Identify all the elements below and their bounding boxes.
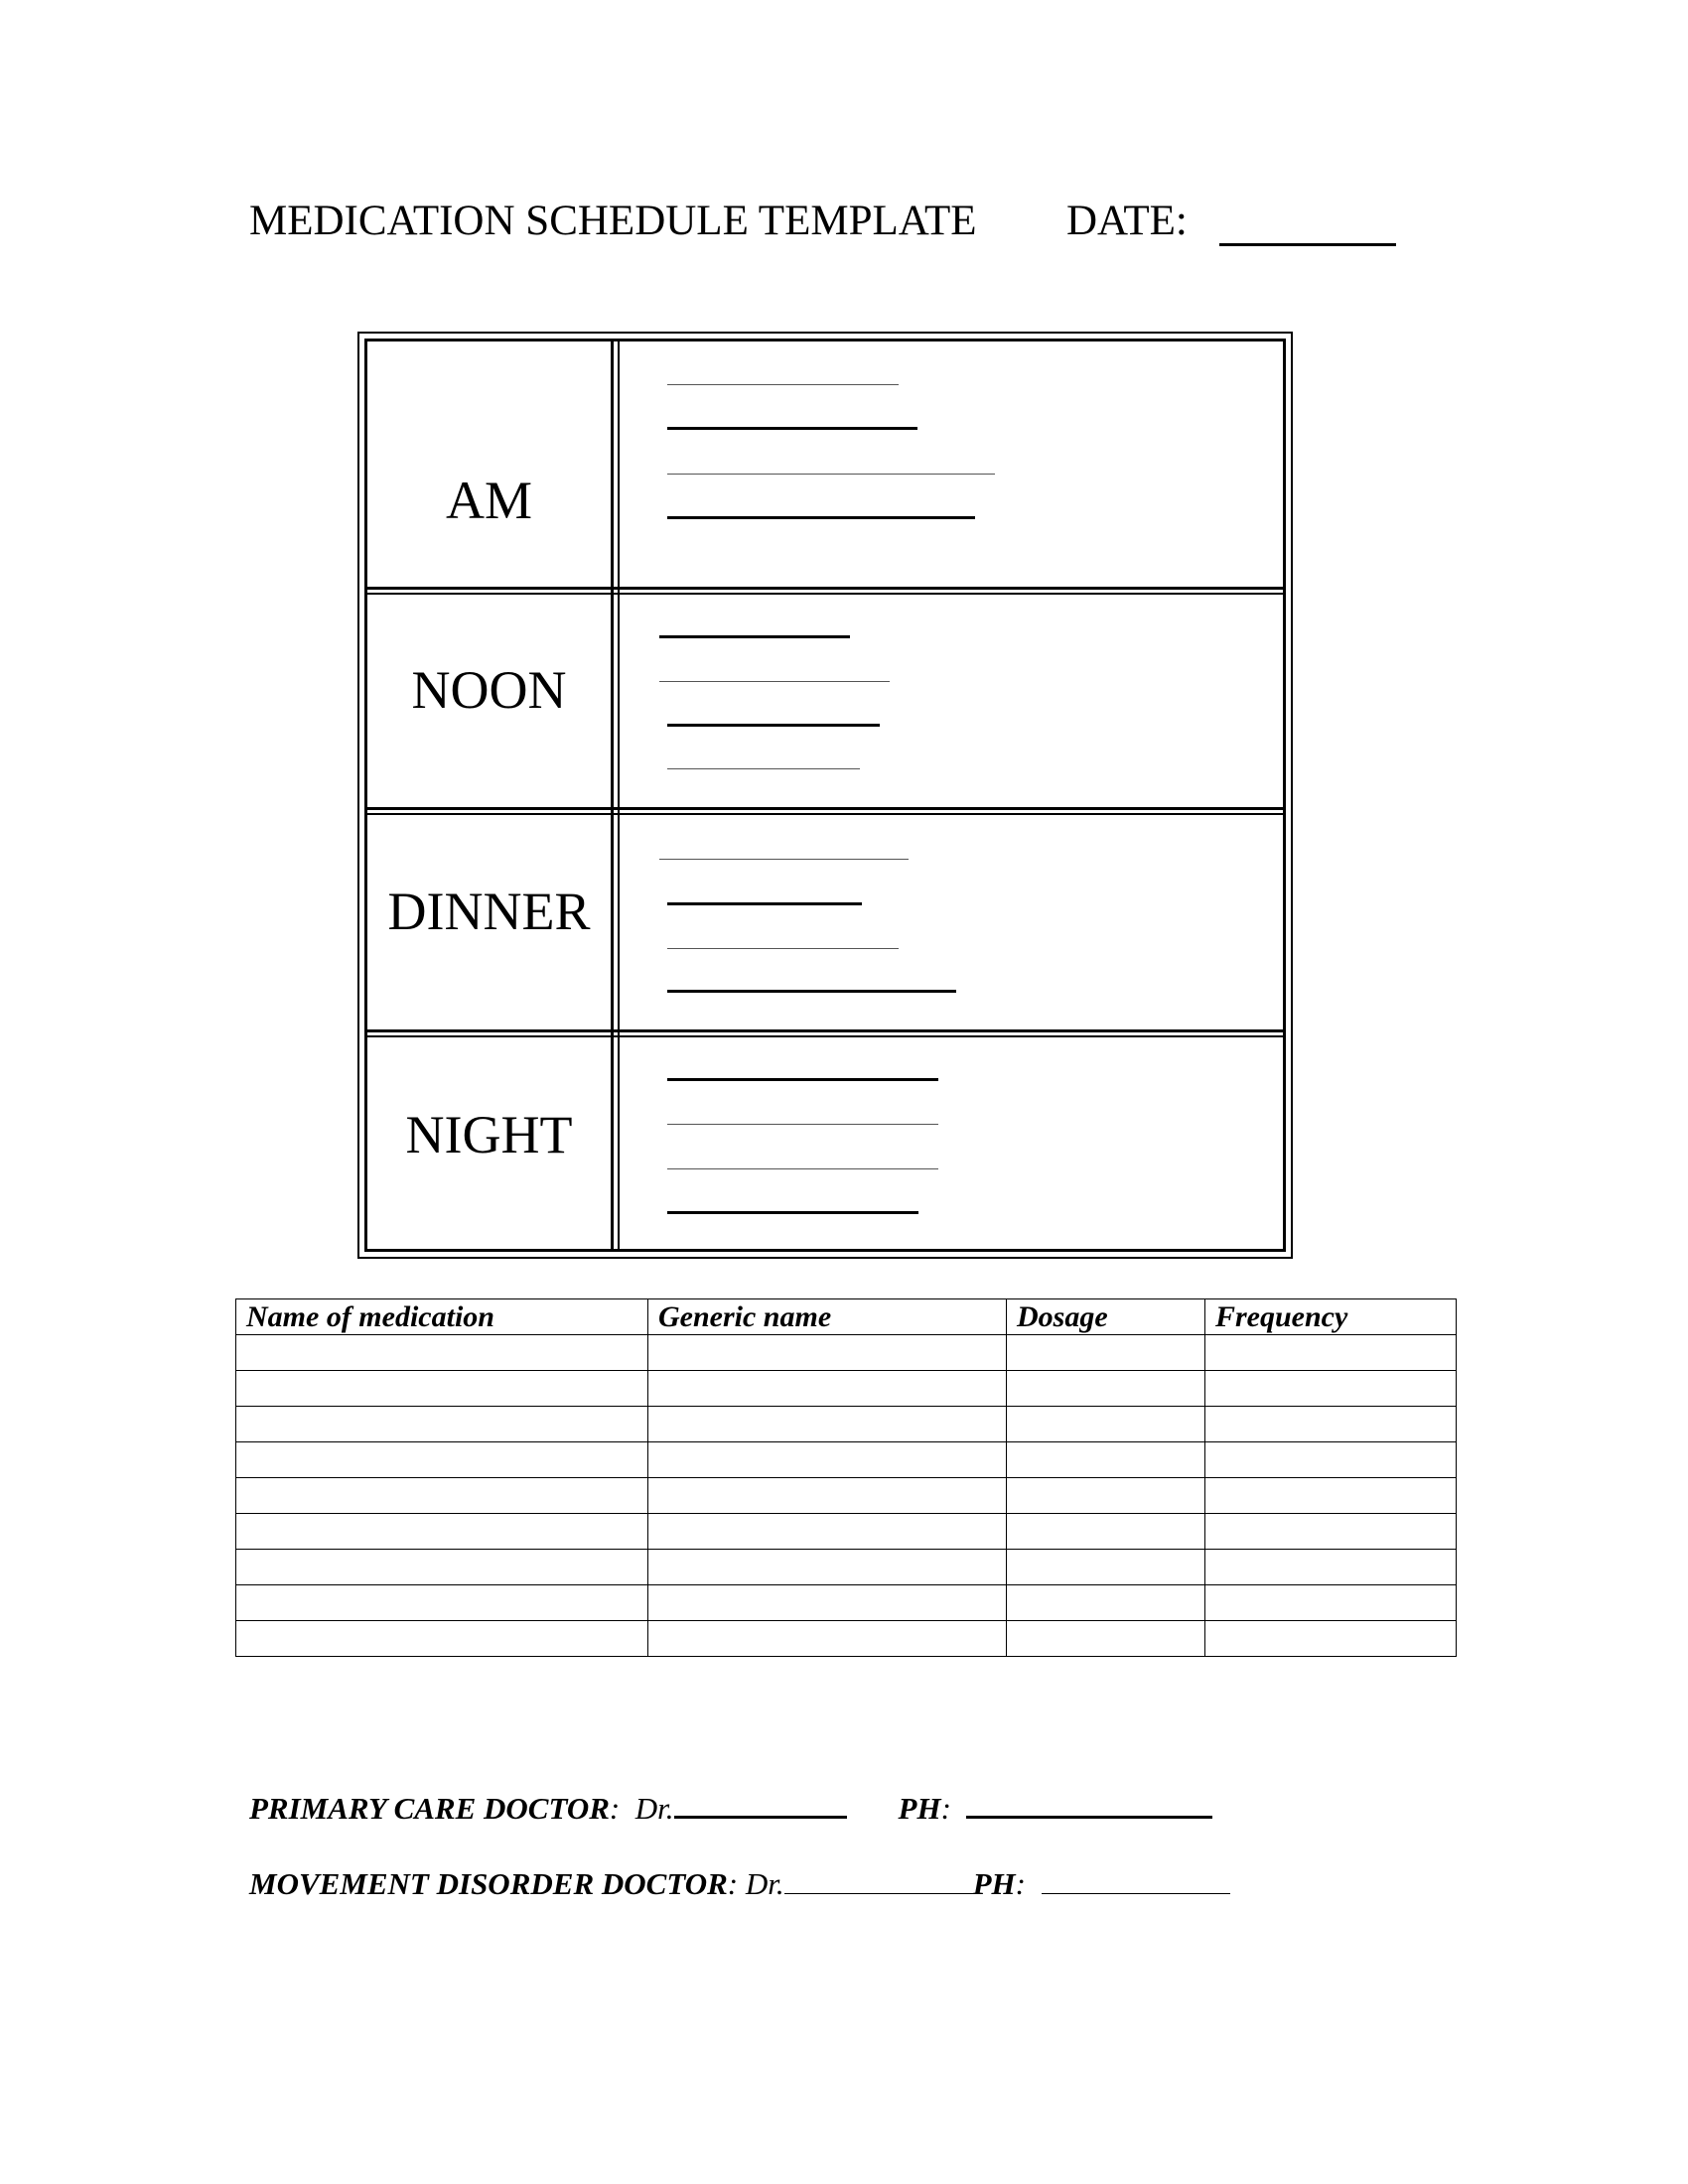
page-title xyxy=(249,197,1188,245)
primary-phone-field[interactable] xyxy=(966,1792,1212,1819)
am-entry-line[interactable] xyxy=(667,474,995,475)
primary-ph-label: PH xyxy=(898,1791,941,1826)
cell-dosage[interactable] xyxy=(1007,1514,1205,1550)
date-label: DATE: xyxy=(1066,198,1188,244)
cell-dosage[interactable] xyxy=(1007,1442,1205,1478)
col-header-name: Name of medication xyxy=(236,1299,648,1335)
cell-dosage[interactable] xyxy=(1007,1550,1205,1585)
cell-generic[interactable] xyxy=(648,1335,1007,1371)
slot-label-dinner: DINNER xyxy=(387,882,591,941)
table-row xyxy=(236,1371,1457,1407)
cell-generic[interactable] xyxy=(648,1478,1007,1514)
slot-label-am: AM xyxy=(445,471,532,530)
primary-doctor-name-field[interactable] xyxy=(674,1792,847,1819)
primary-doctor-line: PRIMARY CARE DOCTOR: Dr. PH: xyxy=(249,1791,1212,1827)
schedule-grid xyxy=(364,339,1286,1252)
medication-table xyxy=(235,1298,1457,1657)
cell-frequency[interactable] xyxy=(1205,1585,1457,1621)
cell-frequency[interactable] xyxy=(1205,1407,1457,1442)
night-entry-line[interactable] xyxy=(667,1078,938,1081)
cell-generic[interactable] xyxy=(648,1407,1007,1442)
col-header-dosage: Dosage xyxy=(1007,1299,1205,1335)
col-header-frequency: Frequency xyxy=(1205,1299,1457,1335)
cell-frequency[interactable] xyxy=(1205,1335,1457,1371)
movement-doctor-label: MOVEMENT DISORDER DOCTOR xyxy=(249,1866,728,1901)
cell-name[interactable] xyxy=(236,1621,648,1657)
cell-dosage[interactable] xyxy=(1007,1585,1205,1621)
cell-generic[interactable] xyxy=(648,1371,1007,1407)
noon-entry-line[interactable] xyxy=(667,724,880,727)
cell-generic[interactable] xyxy=(648,1585,1007,1621)
column-divider xyxy=(611,341,620,1249)
cell-name[interactable] xyxy=(236,1371,648,1407)
movement-doctor-line: MOVEMENT DISORDER DOCTOR: Dr. PH: xyxy=(249,1866,1230,1902)
row-divider xyxy=(367,1029,1283,1037)
cell-name[interactable] xyxy=(236,1514,648,1550)
noon-entry-line[interactable] xyxy=(659,681,890,682)
movement-doctor-name-field[interactable] xyxy=(784,1869,973,1894)
cell-generic[interactable] xyxy=(648,1621,1007,1657)
primary-dr-prefix: Dr. xyxy=(634,1791,674,1826)
date-field[interactable] xyxy=(1219,243,1396,246)
table-row xyxy=(236,1585,1457,1621)
cell-generic[interactable] xyxy=(648,1442,1007,1478)
cell-name[interactable] xyxy=(236,1442,648,1478)
night-entry-line[interactable] xyxy=(667,1124,938,1125)
movement-ph-label: PH xyxy=(972,1866,1016,1901)
night-entry-line[interactable] xyxy=(667,1211,918,1214)
cell-frequency[interactable] xyxy=(1205,1550,1457,1585)
cell-dosage[interactable] xyxy=(1007,1335,1205,1371)
cell-name[interactable] xyxy=(236,1478,648,1514)
cell-name[interactable] xyxy=(236,1335,648,1371)
table-row xyxy=(236,1407,1457,1442)
movement-dr-prefix: Dr. xyxy=(745,1866,784,1901)
noon-entry-line[interactable] xyxy=(659,635,850,638)
am-entry-line[interactable] xyxy=(667,427,917,430)
title-text: MEDICATION SCHEDULE TEMPLATE xyxy=(249,198,977,244)
cell-name[interactable] xyxy=(236,1585,648,1621)
table-body xyxy=(236,1335,1457,1657)
noon-entry-line[interactable] xyxy=(667,768,860,769)
night-entry-line[interactable] xyxy=(667,1168,938,1169)
am-entry-line[interactable] xyxy=(667,384,899,385)
movement-phone-field[interactable] xyxy=(1042,1869,1230,1894)
cell-frequency[interactable] xyxy=(1205,1371,1457,1407)
table-row xyxy=(236,1442,1457,1478)
dinner-entry-line[interactable] xyxy=(659,859,909,860)
schedule-box xyxy=(357,332,1293,1259)
dinner-entry-line[interactable] xyxy=(667,902,862,905)
am-entry-line[interactable] xyxy=(667,516,975,519)
table-header-row xyxy=(236,1299,1457,1335)
cell-frequency[interactable] xyxy=(1205,1514,1457,1550)
table-row xyxy=(236,1550,1457,1585)
primary-doctor-label: PRIMARY CARE DOCTOR xyxy=(249,1791,610,1826)
slot-label-night: NIGHT xyxy=(405,1105,573,1164)
table-row xyxy=(236,1621,1457,1657)
cell-frequency[interactable] xyxy=(1205,1442,1457,1478)
slot-label-noon: NOON xyxy=(411,660,567,720)
cell-generic[interactable] xyxy=(648,1514,1007,1550)
row-divider xyxy=(367,587,1283,595)
cell-name[interactable] xyxy=(236,1550,648,1585)
col-header-generic: Generic name xyxy=(648,1299,1007,1335)
cell-generic[interactable] xyxy=(648,1550,1007,1585)
cell-dosage[interactable] xyxy=(1007,1371,1205,1407)
cell-frequency[interactable] xyxy=(1205,1478,1457,1514)
cell-frequency[interactable] xyxy=(1205,1621,1457,1657)
table-row xyxy=(236,1335,1457,1371)
cell-dosage[interactable] xyxy=(1007,1621,1205,1657)
table-row xyxy=(236,1478,1457,1514)
row-divider xyxy=(367,807,1283,815)
cell-name[interactable] xyxy=(236,1407,648,1442)
dinner-entry-line[interactable] xyxy=(667,948,899,949)
cell-dosage[interactable] xyxy=(1007,1478,1205,1514)
cell-dosage[interactable] xyxy=(1007,1407,1205,1442)
table-row xyxy=(236,1514,1457,1550)
dinner-entry-line[interactable] xyxy=(667,990,956,993)
